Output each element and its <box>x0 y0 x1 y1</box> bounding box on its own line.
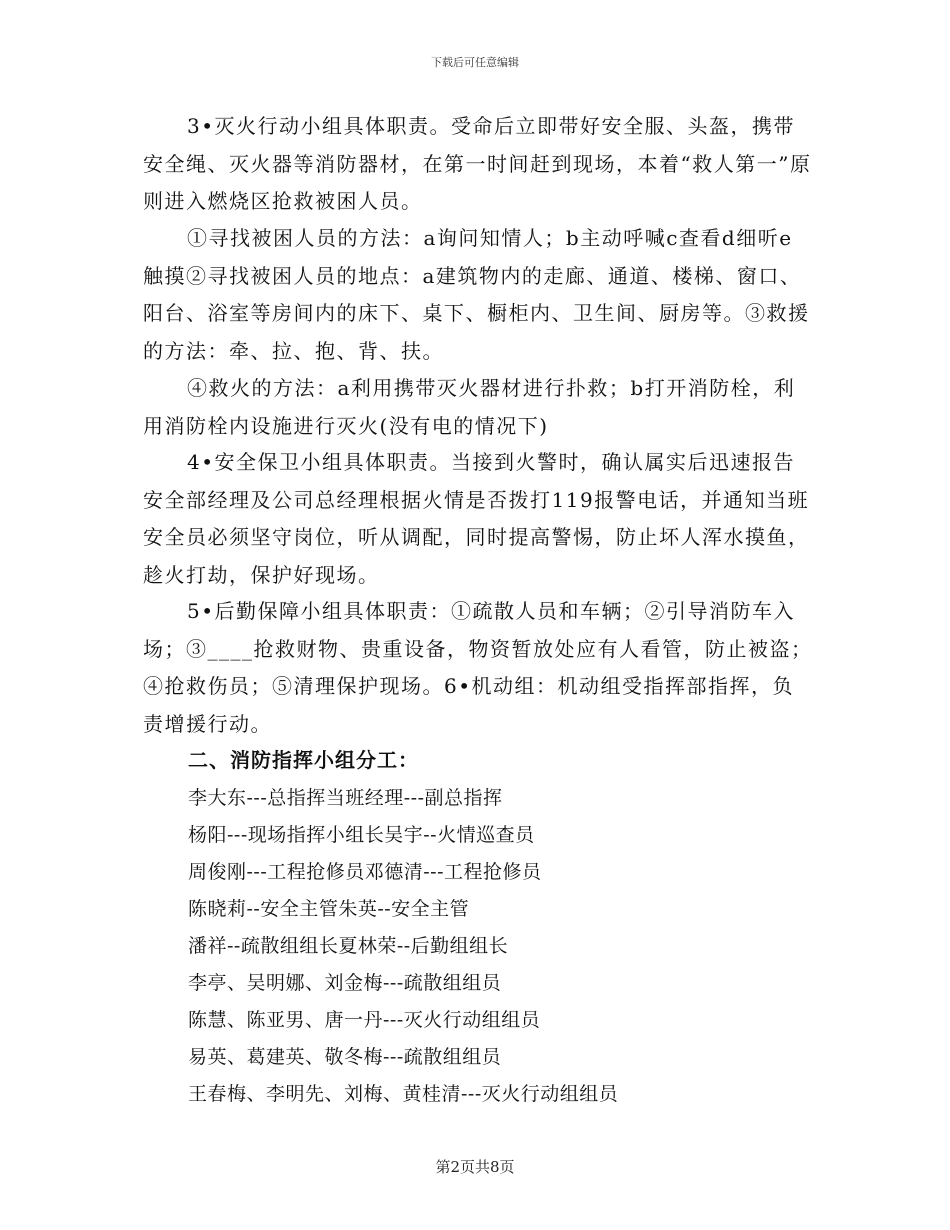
paragraph-text: ①寻找被困人员的方法：a询问知情人；b主动呼喊c查看d细听e触摸②寻找被困人员的地点：a建筑物内的走廊、通道、楼梯、窗口、阳台、浴室等房间内的床下、桌下、橱柜内、卫生间、厨房等。③救援的方法：牵、拉、抱、背、扶。 <box>143 226 810 363</box>
roster-line: 易英、葛建英、敬冬梅---疏散组组员 <box>188 1046 502 1068</box>
roster-line: 杨阳---现场指挥小组长吴宇--火情巡查员 <box>188 824 535 846</box>
section-title: 二、消防指挥小组分工： <box>188 748 419 772</box>
roster-line: 李大东---总指挥当班经理---副总指挥 <box>188 787 503 809</box>
paragraph-text: 3•灭火行动小组具体职责。受命后立即带好安全服、头盔，携带安全绳、灭火器等消防器材，在第一时间赶到现场，本着“救人第一”原则进入燃烧区抢救被困人员。 <box>143 114 812 214</box>
page-header: 下载后可任意编辑 <box>431 56 519 69</box>
roster-line: 陈慧、陈亚男、唐一丹---灭火行动组组员 <box>188 1009 541 1031</box>
roster-line: 周俊刚---工程抢修员邓德清---工程抢修员 <box>188 861 542 883</box>
roster-line: 王春梅、李明先、刘梅、黄桂清---灭火行动组组员 <box>188 1083 619 1105</box>
roster-line: 潘祥--疏散组组长夏林荣--后勤组组长 <box>188 935 509 957</box>
paragraph-text: 4•安全保卫小组具体职责。当接到火警时，确认属实后迅速报告安全部经理及公司总经理根据火情是否拨打119报警电话，并通知当班安全员必须坚守岗位，听从调配，同时提高警惕，防止坏人浑水摸鱼，趁火打劫，保护好现场。 <box>143 450 810 587</box>
paragraph-text: 5•后勤保障小组具体职责：①疏散人员和车辆；②引导消防车入场；③____抢救财物、贵重设备，物资暂放处应有人看管，防止被盗；④抢救伤员；⑤清理保护现场。6•机动组：机动组受指挥部指挥，负责增援行动。 <box>143 599 813 736</box>
roster-line: 李亭、吴明娜、刘金梅---疏散组组员 <box>188 972 502 994</box>
page-footer: 第2页共8页 <box>435 1158 515 1176</box>
paragraph-logistics-duties <box>143 593 813 743</box>
roster-line: 陈晓莉--安全主管朱英--安全主管 <box>188 898 470 920</box>
paragraph-fire-action-duties <box>143 108 813 221</box>
paragraph-text: ④救火的方法：a利用携带灭火器材进行扑救；b打开消防栓，利用消防栓内设施进行灭火(没有电的情况下) <box>143 376 796 438</box>
paragraph-firefighting-methods <box>143 370 813 445</box>
paragraph-rescue-methods <box>143 220 813 370</box>
paragraph-security-duties <box>143 444 813 594</box>
